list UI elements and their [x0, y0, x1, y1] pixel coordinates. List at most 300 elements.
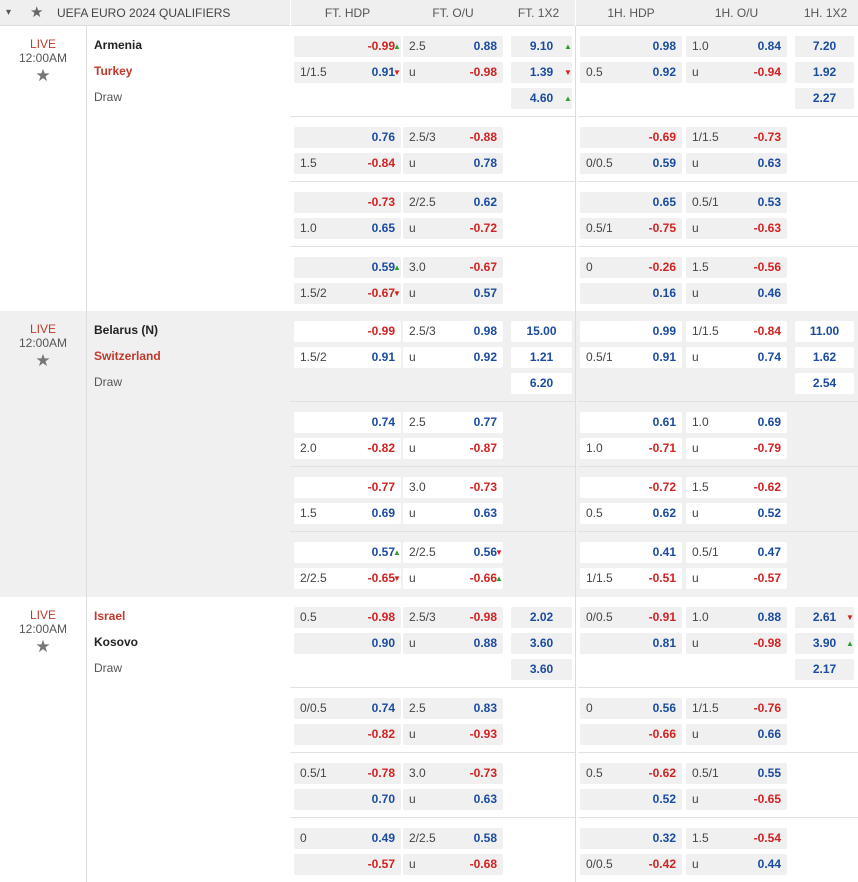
odds-value: -0.69 [648, 130, 676, 144]
line-divider [578, 531, 858, 532]
handicap-label: 0.5/1 [300, 766, 327, 780]
handicap-label: 2.5 [409, 415, 426, 429]
1h-1x2-cell[interactable] [795, 347, 854, 368]
fo-odds-cell[interactable] [403, 828, 503, 849]
ho-odds-cell[interactable] [686, 192, 787, 213]
ho-odds-cell[interactable] [686, 321, 787, 342]
hh-odds-cell[interactable] [580, 633, 682, 654]
1h-1x2-cell[interactable] [795, 607, 854, 628]
1h-1x2-cell[interactable] [795, 373, 854, 394]
odds-value: 2.27 [812, 91, 837, 105]
odds-value: -0.56 [753, 260, 781, 274]
hh-odds-cell[interactable] [580, 218, 682, 239]
fh-odds-cell[interactable] [294, 568, 401, 589]
line-divider [578, 401, 858, 402]
odds-value: 0.88 [473, 636, 497, 650]
ft-1x2-cell[interactable] [511, 36, 572, 57]
odds-value: 0.32 [652, 831, 676, 845]
fh-odds-cell[interactable] [294, 854, 401, 875]
odds-value: 3.60 [529, 636, 554, 650]
hh-odds-cell[interactable] [580, 36, 682, 57]
handicap-label: u [692, 350, 699, 364]
hh-odds-cell[interactable] [580, 607, 682, 628]
handicap-label: u [409, 506, 416, 520]
fo-odds-cell[interactable] [403, 633, 503, 654]
handicap-label: u [692, 286, 699, 300]
ho-odds-cell[interactable] [686, 412, 787, 433]
handicap-label: 0.5 [586, 65, 603, 79]
handicap-label: 0/0.5 [300, 701, 327, 715]
odds-value: 6.20 [529, 376, 554, 390]
star-icon[interactable]: ★ [35, 637, 51, 656]
fh-odds-cell[interactable] [294, 218, 401, 239]
odds-value: -0.78 [367, 766, 395, 780]
odds-value: -0.62 [753, 480, 781, 494]
line-divider [578, 246, 858, 247]
odds-value: 0.76 [371, 130, 395, 144]
hh-odds-cell[interactable] [580, 789, 682, 810]
fo-odds-cell[interactable] [403, 36, 503, 57]
line-divider [578, 752, 858, 753]
ho-odds-cell[interactable] [686, 724, 787, 745]
line-divider [290, 531, 575, 532]
handicap-label: u [409, 441, 416, 455]
fo-odds-cell[interactable] [403, 477, 503, 498]
ho-odds-cell[interactable] [686, 542, 787, 563]
handicap-label: 0.5 [586, 506, 603, 520]
fo-odds-cell[interactable] [403, 763, 503, 784]
ho-odds-cell[interactable] [686, 568, 787, 589]
chevron-down-icon[interactable]: ▾ [6, 7, 12, 18]
fo-odds-cell[interactable] [403, 218, 503, 239]
match-row [0, 311, 858, 597]
odds-value: -0.98 [469, 610, 497, 624]
odds-value: -0.73 [753, 130, 781, 144]
col-header-ft-hdp: FT. HDP [324, 6, 371, 20]
handicap-label: 2/2.5 [300, 571, 327, 585]
odds-value: -0.88 [469, 130, 497, 144]
handicap-label: u [409, 792, 416, 806]
handicap-label: u [692, 156, 699, 170]
team-name: Turkey [94, 64, 133, 78]
ho-odds-cell[interactable] [686, 503, 787, 524]
fo-odds-cell[interactable] [403, 412, 503, 433]
ho-odds-cell[interactable] [686, 218, 787, 239]
ft-1x2-cell[interactable] [511, 633, 572, 654]
ho-odds-cell[interactable] [686, 633, 787, 654]
ho-odds-cell[interactable] [686, 438, 787, 459]
match-row [0, 597, 858, 882]
line-divider [290, 817, 575, 818]
odds-value: 0.74 [757, 350, 781, 364]
odds-value: 0.65 [652, 195, 676, 209]
fh-odds-cell[interactable] [294, 438, 401, 459]
team-name: Armenia [94, 38, 143, 52]
odds-value: 0.57 [371, 545, 395, 559]
odds-value: -0.98 [367, 610, 395, 624]
odds-value: 0.44 [757, 857, 781, 871]
handicap-label: 0.5/1 [586, 221, 613, 235]
arrow-down-icon: ▼ [393, 289, 401, 298]
odds-value: -0.75 [648, 221, 676, 235]
odds-value: -0.57 [367, 857, 395, 871]
handicap-label: u [409, 221, 416, 235]
team-name: Switzerland [94, 349, 161, 363]
fo-odds-cell[interactable] [403, 283, 503, 304]
odds-value: -0.66 [469, 571, 497, 585]
odds-value: 0.88 [757, 610, 781, 624]
odds-value: -0.93 [469, 727, 497, 741]
column-divider [86, 26, 87, 311]
odds-value: 0.66 [757, 727, 781, 741]
odds-value: -0.82 [367, 727, 395, 741]
ft-1x2-cell[interactable] [511, 62, 572, 83]
fh-odds-cell[interactable] [294, 283, 401, 304]
odds-value: 0.90 [371, 636, 395, 650]
odds-value: 0.56 [473, 545, 497, 559]
odds-value: -0.72 [648, 480, 676, 494]
ho-odds-cell[interactable] [686, 789, 787, 810]
star-icon[interactable]: ★ [30, 4, 44, 21]
fh-odds-cell[interactable] [294, 36, 401, 57]
fo-odds-cell[interactable] [403, 854, 503, 875]
odds-value: 1.92 [812, 65, 837, 79]
handicap-label: 2.5 [409, 701, 426, 715]
handicap-label: 1.5 [692, 831, 709, 845]
hh-odds-cell[interactable] [580, 127, 682, 148]
handicap-label: 1/1.5 [692, 324, 719, 338]
line-divider [290, 181, 575, 182]
odds-value: 2.02 [529, 610, 554, 624]
team-name: Belarus (N) [94, 323, 159, 337]
odds-value: 0.98 [652, 39, 676, 53]
odds-value: -0.76 [753, 701, 781, 715]
ho-odds-cell[interactable] [686, 607, 787, 628]
odds-value: -0.26 [648, 260, 676, 274]
1h-1x2-cell[interactable] [795, 36, 854, 57]
star-icon[interactable]: ★ [35, 351, 51, 370]
handicap-label: 1.5/2 [300, 286, 327, 300]
handicap-label: 2.5/3 [409, 324, 436, 338]
fo-odds-cell[interactable] [403, 438, 503, 459]
ho-odds-cell[interactable] [686, 62, 787, 83]
handicap-label: 0.5 [300, 610, 317, 624]
ho-odds-cell[interactable] [686, 127, 787, 148]
draw-label: Draw [94, 661, 123, 675]
ho-odds-cell[interactable] [686, 698, 787, 719]
hh-odds-cell[interactable] [580, 568, 682, 589]
arrow-down-icon: ▼ [393, 68, 401, 77]
handicap-label: 0/0.5 [586, 857, 613, 871]
fo-odds-cell[interactable] [403, 257, 503, 278]
fh-odds-cell[interactable] [294, 192, 401, 213]
fh-odds-cell[interactable] [294, 347, 401, 368]
odds-value: 0.74 [371, 415, 395, 429]
odds-value: -0.77 [367, 480, 395, 494]
hh-odds-cell[interactable] [580, 698, 682, 719]
odds-value: -0.65 [367, 571, 395, 585]
ft-1x2-cell[interactable] [511, 88, 572, 109]
column-divider [86, 311, 87, 597]
odds-value: 0.63 [473, 506, 497, 520]
odds-value: -0.54 [753, 831, 781, 845]
odds-value: -0.73 [367, 195, 395, 209]
odds-value: -0.98 [469, 65, 497, 79]
1h-1x2-cell[interactable] [795, 633, 854, 654]
odds-value: -0.98 [753, 636, 781, 650]
handicap-label: 1.5 [692, 480, 709, 494]
handicap-label: 1/1.5 [692, 701, 719, 715]
fh-odds-cell[interactable] [294, 153, 401, 174]
odds-value: -0.73 [469, 766, 497, 780]
fo-odds-cell[interactable] [403, 724, 503, 745]
hh-odds-cell[interactable] [580, 321, 682, 342]
hh-odds-cell[interactable] [580, 347, 682, 368]
handicap-label: u [409, 65, 416, 79]
ft-1x2-cell[interactable] [511, 321, 572, 342]
hh-odds-cell[interactable] [580, 828, 682, 849]
handicap-label: 0 [300, 831, 307, 845]
col-header-1h-ou: 1H. O/U [714, 6, 759, 20]
handicap-label: u [692, 792, 699, 806]
line-divider [290, 401, 575, 402]
arrow-up-icon: ▲ [564, 94, 572, 103]
handicap-label: u [692, 727, 699, 741]
hh-odds-cell[interactable] [580, 724, 682, 745]
odds-value: 0.63 [757, 156, 781, 170]
odds-value: -0.63 [753, 221, 781, 235]
fo-odds-cell[interactable] [403, 153, 503, 174]
handicap-label: 2.5/3 [409, 130, 436, 144]
odds-value: -0.62 [648, 766, 676, 780]
hh-odds-cell[interactable] [580, 438, 682, 459]
fo-odds-cell[interactable] [403, 607, 503, 628]
handicap-label: 1.5 [300, 156, 317, 170]
hh-odds-cell[interactable] [580, 763, 682, 784]
fo-odds-cell[interactable] [403, 789, 503, 810]
fh-odds-cell[interactable] [294, 321, 401, 342]
handicap-label: u [409, 636, 416, 650]
fh-odds-cell[interactable] [294, 724, 401, 745]
odds-value: 0.62 [473, 195, 497, 209]
handicap-label: u [692, 65, 699, 79]
fo-odds-cell[interactable] [403, 62, 503, 83]
ho-odds-cell[interactable] [686, 36, 787, 57]
fh-odds-cell[interactable] [294, 412, 401, 433]
odds-value: 0.77 [473, 415, 497, 429]
odds-value: -0.67 [469, 260, 497, 274]
odds-value: -0.84 [753, 324, 781, 338]
odds-value: -0.65 [753, 792, 781, 806]
ho-odds-cell[interactable] [686, 477, 787, 498]
odds-value: 0.69 [371, 506, 395, 520]
odds-value: 2.17 [812, 662, 837, 676]
league-header [0, 0, 858, 26]
handicap-label: 2/2.5 [409, 545, 436, 559]
odds-value: -0.42 [648, 857, 676, 871]
odds-value: 0.63 [473, 792, 497, 806]
handicap-label: 1.0 [692, 610, 709, 624]
line-divider [290, 752, 575, 753]
odds-value: -0.66 [648, 727, 676, 741]
odds-value: 0.81 [652, 636, 676, 650]
hh-odds-cell[interactable] [580, 412, 682, 433]
odds-value: 0.49 [371, 831, 395, 845]
handicap-label: u [409, 286, 416, 300]
odds-value: 0.69 [757, 415, 781, 429]
handicap-label: 0.5/1 [586, 350, 613, 364]
ft-1x2-cell[interactable] [511, 373, 572, 394]
fh-odds-cell[interactable] [294, 828, 401, 849]
handicap-label: u [692, 221, 699, 235]
ft-1x2-cell[interactable] [511, 659, 572, 680]
odds-value: 0.78 [473, 156, 497, 170]
col-header-ft-1x2: FT. 1X2 [517, 6, 560, 20]
odds-value: -0.84 [367, 156, 395, 170]
fh-odds-cell[interactable] [294, 789, 401, 810]
fh-odds-cell[interactable] [294, 763, 401, 784]
odds-value: 0.55 [757, 766, 781, 780]
ho-odds-cell[interactable] [686, 828, 787, 849]
line-divider [290, 466, 575, 467]
live-badge: LIVE [29, 322, 56, 336]
fo-odds-cell[interactable] [403, 192, 503, 213]
arrow-up-icon: ▲ [564, 42, 572, 51]
odds-value: -0.71 [648, 441, 676, 455]
fh-odds-cell[interactable] [294, 633, 401, 654]
1h-1x2-cell[interactable] [795, 321, 854, 342]
line-divider [578, 466, 858, 467]
ho-odds-cell[interactable] [686, 347, 787, 368]
handicap-label: 0.5/1 [692, 545, 719, 559]
handicap-label: 2.0 [300, 441, 317, 455]
odds-value: 0.58 [473, 831, 497, 845]
arrow-down-icon: ▼ [495, 548, 503, 557]
1h-1x2-cell[interactable] [795, 62, 854, 83]
odds-value: -0.73 [469, 480, 497, 494]
odds-value: -0.99 [367, 324, 395, 338]
odds-value: 0.92 [652, 65, 676, 79]
fh-odds-cell[interactable] [294, 257, 401, 278]
odds-value: 0.59 [371, 260, 395, 274]
handicap-label: u [409, 350, 416, 364]
1h-1x2-cell[interactable] [795, 659, 854, 680]
odds-value: -0.94 [753, 65, 781, 79]
odds-value: -0.99 [367, 39, 395, 53]
odds-value: 0.84 [757, 39, 781, 53]
arrow-up-icon: ▲ [393, 263, 401, 272]
col-header-1h-hdp: 1H. HDP [607, 6, 655, 20]
ft-1x2-cell[interactable] [511, 347, 572, 368]
fh-odds-cell[interactable] [294, 542, 401, 563]
handicap-label: u [692, 506, 699, 520]
fo-odds-cell[interactable] [403, 127, 503, 148]
odds-value: 0.56 [652, 701, 676, 715]
ho-odds-cell[interactable] [686, 854, 787, 875]
fh-odds-cell[interactable] [294, 62, 401, 83]
odds-value: -0.57 [753, 571, 781, 585]
league-title: UEFA EURO 2024 QUALIFIERS [57, 6, 231, 20]
fh-odds-cell[interactable] [294, 477, 401, 498]
odds-value: 0.88 [473, 39, 497, 53]
arrow-up-icon: ▲ [495, 574, 503, 583]
odds-value: 0.53 [757, 195, 781, 209]
ho-odds-cell[interactable] [686, 153, 787, 174]
hh-odds-cell[interactable] [580, 854, 682, 875]
odds-value: 3.60 [529, 662, 554, 676]
handicap-label: u [692, 857, 699, 871]
odds-value: 9.10 [529, 39, 554, 53]
handicap-label: 0/0.5 [586, 610, 613, 624]
kickoff-time: 12:00AM [18, 622, 68, 636]
fh-odds-cell[interactable] [294, 698, 401, 719]
fh-odds-cell[interactable] [294, 503, 401, 524]
hh-odds-cell[interactable] [580, 477, 682, 498]
fo-odds-cell[interactable] [403, 321, 503, 342]
handicap-label: 1/1.5 [300, 65, 327, 79]
1h-1x2-cell[interactable] [795, 88, 854, 109]
fo-odds-cell[interactable] [403, 503, 503, 524]
arrow-up-icon: ▲ [846, 639, 854, 648]
line-divider [290, 246, 575, 247]
handicap-label: u [692, 441, 699, 455]
column-divider [575, 597, 576, 882]
odds-value: 3.90 [812, 636, 837, 650]
ho-odds-cell[interactable] [686, 283, 787, 304]
fh-odds-cell[interactable] [294, 607, 401, 628]
fo-odds-cell[interactable] [403, 347, 503, 368]
handicap-label: 0/0.5 [586, 156, 613, 170]
handicap-label: u [692, 571, 699, 585]
ho-odds-cell[interactable] [686, 763, 787, 784]
odds-value: 0.59 [652, 156, 676, 170]
odds-value: 0.16 [652, 286, 676, 300]
handicap-label: 2.5/3 [409, 610, 436, 624]
column-divider [575, 311, 576, 597]
odds-value: 0.91 [652, 350, 676, 364]
hh-odds-cell[interactable] [580, 542, 682, 563]
line-divider [290, 116, 575, 117]
handicap-label: 3.0 [409, 766, 426, 780]
kickoff-time: 12:00AM [18, 51, 68, 65]
hh-odds-cell[interactable] [580, 62, 682, 83]
draw-label: Draw [94, 90, 123, 104]
fo-odds-cell[interactable] [403, 568, 503, 589]
fh-odds-cell[interactable] [294, 127, 401, 148]
ft-1x2-cell[interactable] [511, 607, 572, 628]
odds-value: 2.61 [812, 610, 837, 624]
odds-value: 1.39 [529, 65, 554, 79]
ho-odds-cell[interactable] [686, 257, 787, 278]
star-icon[interactable]: ★ [35, 66, 51, 85]
line-divider [578, 181, 858, 182]
arrow-down-icon: ▼ [393, 574, 401, 583]
hh-odds-cell[interactable] [580, 257, 682, 278]
hh-odds-cell[interactable] [580, 503, 682, 524]
handicap-label: 2.5 [409, 39, 426, 53]
odds-value: 0.52 [652, 792, 676, 806]
hh-odds-cell[interactable] [580, 192, 682, 213]
odds-value: 2.54 [812, 376, 837, 390]
hh-odds-cell[interactable] [580, 153, 682, 174]
hh-odds-cell[interactable] [580, 283, 682, 304]
fo-odds-cell[interactable] [403, 698, 503, 719]
fo-odds-cell[interactable] [403, 542, 503, 563]
draw-label: Draw [94, 375, 123, 389]
line-divider [578, 687, 858, 688]
arrow-up-icon: ▲ [393, 548, 401, 557]
column-divider [86, 597, 87, 882]
